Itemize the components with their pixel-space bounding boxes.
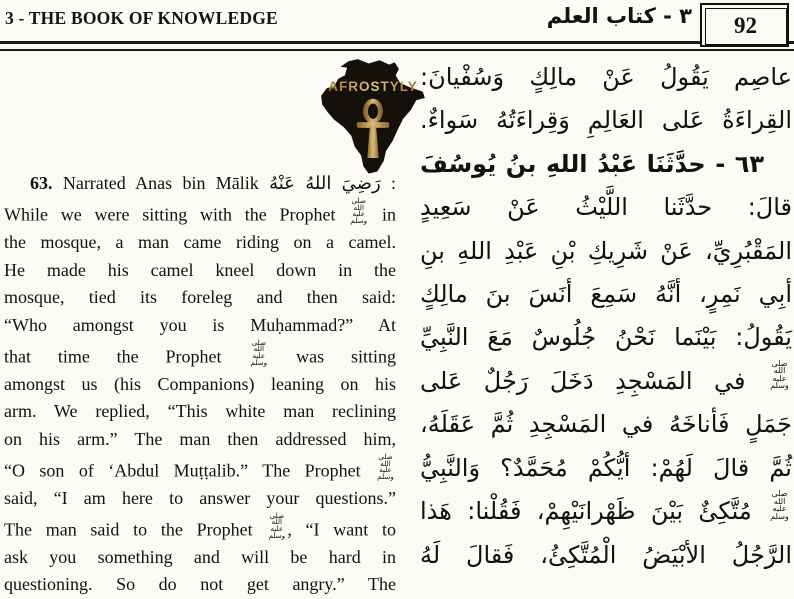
text-line: ٦٣ - حدَّثَنَا عَبْدُ اللهِ بنُ يُوسُفَ xyxy=(420,149,764,178)
text-line: “O son of ‘Abdul Muṭṭalib.” The Prophet صلى الله عليه وسلم xyxy=(4,454,396,485)
prophet-honorific-seal-icon: صلى الله عليه وسلم xyxy=(770,358,789,391)
header-title-english: 3 - THE BOOK OF KNOWLEDGE xyxy=(5,8,278,28)
text-line: يَقُولُ: بَيْنَما نَحْنُ جُلُوسٌ مَعَ النَّبِيِّ xyxy=(420,323,792,352)
text-line: While we were sitting with the Prophet صلى الله عليه وسلم in xyxy=(4,195,396,226)
text-line: صلى الله عليه وسلم في المَسْجِدِ دَخَلَ رَجُلٌ عَلى xyxy=(420,360,792,404)
text-line: questioning. So do not get angry.” The xyxy=(4,574,396,595)
text-line: that time the Prophet صلى الله عليه وسلم was sitting xyxy=(4,337,396,367)
text-line: المَقْبُرِيِّ، عَنْ شَرِيكِ بْنِ عَبْدِ اللهِ بنِ xyxy=(420,236,792,265)
publisher-logo xyxy=(297,57,449,178)
text-line: “Who amongst you is Muḥammad?” At xyxy=(4,314,396,335)
text-line: mosque, tied its foreleg and then said: xyxy=(4,287,396,308)
text-line: الرَّجُلُ الأبْيَضُ الْمُتَّكِئُ، فَقالَ لَهُ xyxy=(420,540,792,569)
english-text-column xyxy=(4,170,396,599)
text-line: on his arm.” The man then addressed him, xyxy=(4,429,396,450)
text-line: ثُمَّ قالَ لَهُمْ: أيُّكُمْ مُحَمَّدٌ؟ وَالنَّبِيُّ xyxy=(420,453,792,482)
text-line: amongst us (his Companions) leaning on his xyxy=(4,373,396,394)
text-line: قالَ: حدَّثَنا اللَّيْثُ عَنْ سَعِيدٍ xyxy=(420,193,792,222)
text-line: the mosque, a man came riding on a camel. xyxy=(4,231,396,252)
text-line: جَمَلٍ فَأناخَهُ في المَسْجِدِ ثُمَّ عَقَلَهُ، xyxy=(420,410,792,439)
logo-brand-text: AFROSTYLY xyxy=(328,79,418,94)
prophet-honorific-seal-icon: صلى الله عليه وسلم xyxy=(350,195,368,226)
text-line: أبِي نَمِرٍ، أنَّهُ سَمِعَ أنَسَ بنَ مالِكٍ xyxy=(420,280,792,309)
text-line: said, “I am here to answer your questions.” xyxy=(4,487,396,508)
header-divider-rule xyxy=(0,41,794,51)
hadith-number: 63. xyxy=(30,173,53,193)
text-line: ask you something and will be hard in xyxy=(4,546,396,567)
prophet-honorific-seal-icon: صلى الله عليه وسلم xyxy=(250,337,268,367)
prophet-honorific-seal-icon: صلى الله عليه وسلم xyxy=(377,451,394,482)
arabic-text-column xyxy=(420,56,792,577)
text-line: The man said to the Prophet صلى الله عليه وسلم , “I want to xyxy=(4,510,396,540)
page-number: 92 xyxy=(705,8,787,45)
text-line: القِراءَةُ عَلى العَالِمِ وَقِراءَتُهُ سَواءٌ. xyxy=(420,106,792,135)
text-line: عاصِم يَقُولُ عَنْ مالِكٍ وَسُفْيانَ: xyxy=(420,63,792,91)
ankh-icon xyxy=(356,98,391,162)
prophet-honorific-seal-icon: صلى الله عليه وسلم xyxy=(268,510,286,540)
text-line: He made his camel kneel down in the xyxy=(4,259,396,280)
text-line: صلى الله عليه وسلم مُتَّكِئٌ بَيْنَ ظَهْرانَيْهِمْ، فَقُلْنا: هَذا xyxy=(420,490,792,534)
text-line: 63. Narrated Anas bin Mālik رَضِيَ اللهُ عَنْهُ : xyxy=(30,173,396,193)
prophet-honorific-seal-icon: صلى الله عليه وسلم xyxy=(770,489,789,521)
page-number-box xyxy=(700,3,789,47)
header-title-arabic: ٣ - كتاب العلم xyxy=(546,4,692,28)
text-line: arm. We replied, “This white man reclining xyxy=(4,401,396,422)
